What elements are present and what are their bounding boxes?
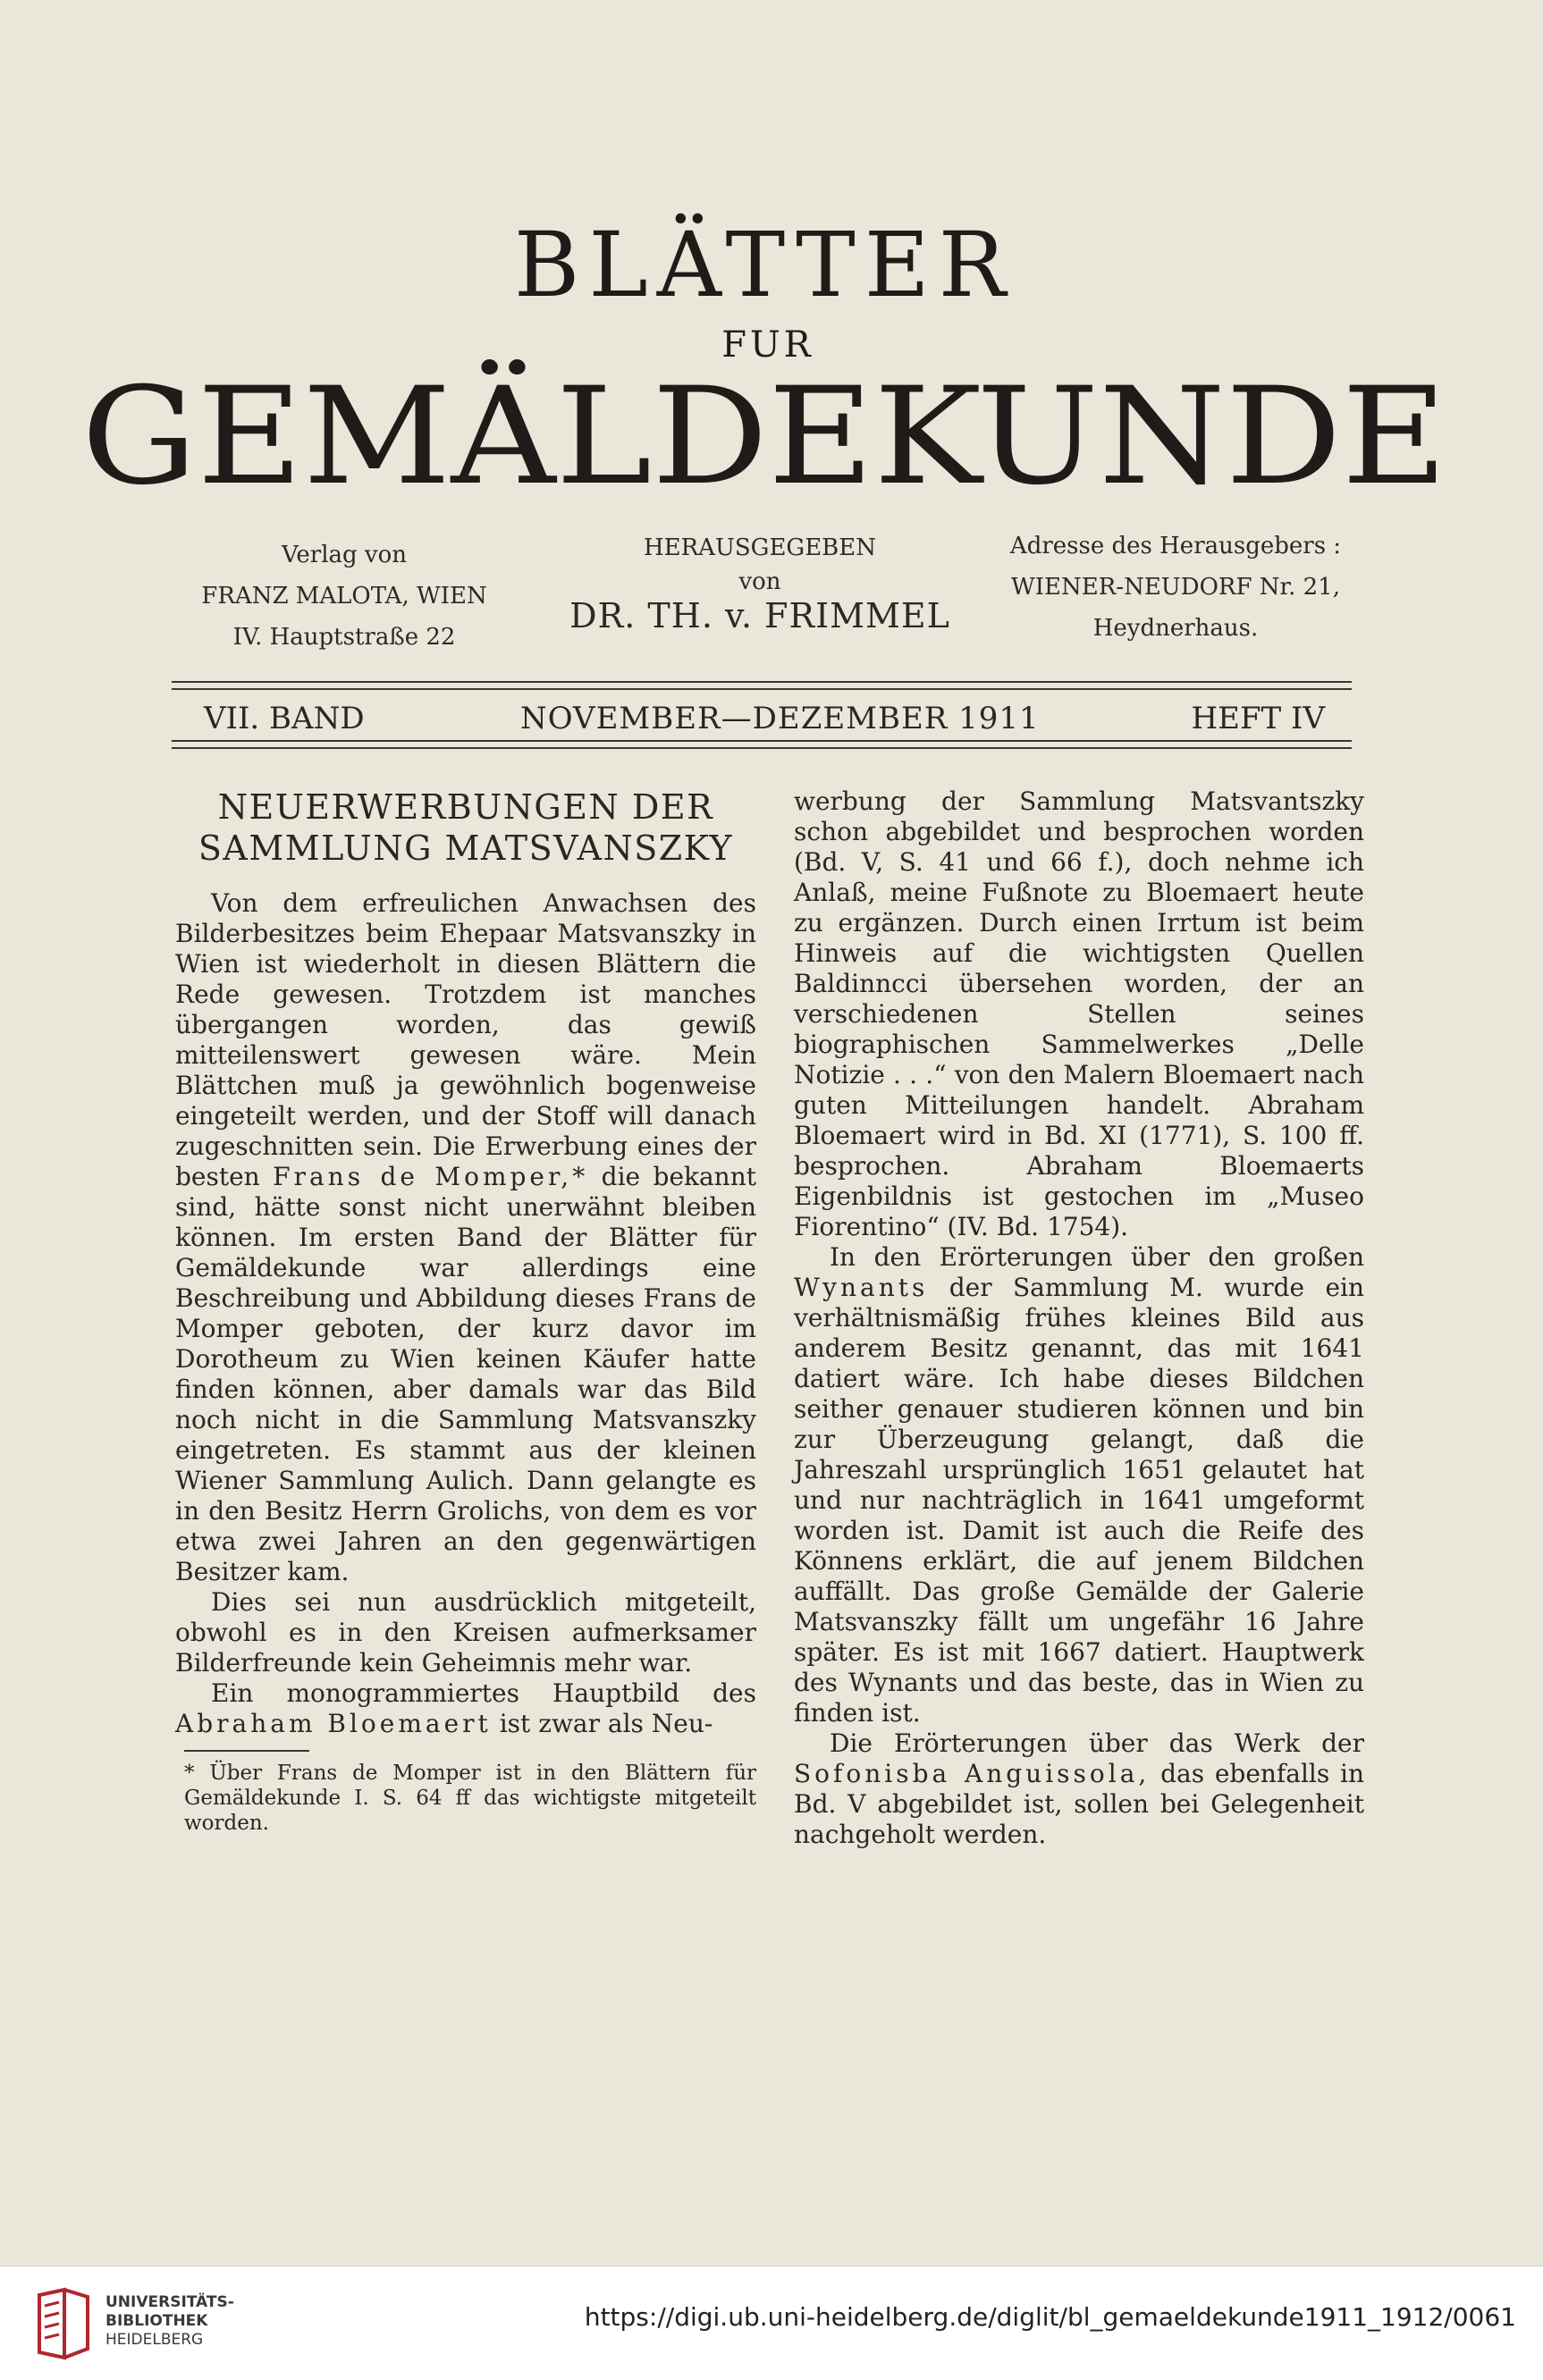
masthead-title-blaetter: BLÄTTER	[513, 213, 1016, 317]
paragraph-4	[794, 1242, 1364, 1728]
paragraph-3-text-a: Ein monogrammiertes Hauptbild des	[211, 1678, 756, 1708]
issue-date: NOVEMBER—DEZEMBER 1911	[520, 701, 1040, 736]
rule-top-1	[172, 681, 1352, 683]
paragraph-1	[175, 888, 756, 1587]
paragraph-1-text-a: Von dem erfreulichen Anwachsen des Bilderbesitzes beim Ehepaar Matsvanszky in Wien ist wiederholt in diesen Blättern die Rede gewesen. Trotzdem ist manches übergangen worden, das gewiß mitteilenswert gewesen wäre. Mein Blättchen muß ja gewöhnlich bogenweise eingeteilt werden, und der Stoff will danach zugeschnitten sein. Die Erwerbung eines der besten	[175, 888, 756, 1191]
name-abraham-bloemaert: Abraham Bloemaert	[175, 1709, 492, 1738]
rule-top-2	[172, 688, 1352, 690]
permalink-url[interactable]: https://digi.ub.uni-heidelberg.de/diglit/bl_gemaeldekunde1911_1912/0061	[584, 2302, 1516, 2332]
address-house: Heydnerhaus.	[1092, 615, 1259, 642]
footnote: * Über Frans de Momper ist in den Blättern für Gemäldekunde I. S. 64 ff das wichtigste mitgeteilt worden.	[184, 1762, 756, 1835]
library-name	[105, 2293, 234, 2350]
name-frans-de-momper: Frans de Momper,*	[273, 1162, 589, 1191]
paragraph-5-text-b: das ebenfalls in Bd. V abgebildet ist, sollen bei Gelegenheit nachgeholt werden.	[794, 1759, 1364, 1849]
address-label: Adresse des Herausgebers :	[1009, 533, 1342, 559]
paragraph-1-text-b: die bekannt sind, hätte sonst nicht unerwähnt bleiben können. Im ersten Band der Blätter für Gemäldekunde war allerdings eine Beschreibung und Abbildung dieses Frans de Momper geboten, der kurz davor im Dorotheum zu Wien keinen Käufer hatte finden können, aber damals war das Bild noch nicht in die Sammlung Matsvanszky eingetreten. Es stammt aus der kleinen Wiener Sammlung Aulich. Dann gelangte es in den Besitz Herrn Grolichs, von dem es vor etwa zwei Jahren an den gegenwärtigen Besitzer kam.	[175, 1162, 756, 1586]
paragraph-2: Dies sei nun ausdrücklich mitgeteilt, obwohl es in den Kreisen aufmerksamer Bilderfreunde kein Geheimnis mehr war.	[175, 1587, 756, 1678]
editor-line: HERAUSGEGEBEN	[643, 534, 877, 561]
masthead-title-fur: FUR	[721, 324, 814, 366]
library-line-3: HEIDELBERG	[105, 2331, 204, 2349]
editor-name: DR. TH. v. FRIMMEL	[569, 596, 950, 635]
name-wynants: Wynants	[794, 1273, 929, 1302]
volume-label: VII. BAND	[204, 701, 365, 736]
paragraph-5-text-a: Die Erörterungen über das Werk der	[830, 1728, 1364, 1758]
paragraph-4-text-a: In den Erörterungen über den großen	[830, 1242, 1364, 1272]
paragraph-3	[175, 1678, 756, 1739]
publisher-name: FRANZ MALOTA, WIEN	[201, 583, 487, 610]
library-line-2: BIBLIOTHEK	[105, 2312, 208, 2330]
editor-block	[536, 527, 983, 636]
publisher-address: IV. Hauptstraße 22	[232, 624, 456, 651]
text-column-right	[794, 786, 1364, 1850]
issue-band	[172, 697, 1352, 742]
paragraph-5	[794, 1728, 1364, 1850]
footnote-rule	[184, 1750, 309, 1752]
rule-bottom-1	[172, 740, 1352, 742]
rule-bottom-2	[172, 747, 1352, 749]
paragraph-3-continued: werbung der Sammlung Matsvantszky schon abgebildet und besprochen worden (Bd. V, S. 41 und 66 f.), doch nehme ich Anlaß, meine Fußnote zu Bloemaert heute zu ergänzen. Durch einen Irrtum ist beim Hinweis auf die wichtigsten Quellen Baldinncci übersehen worden, der an verschiedenen Stellen seines biographischen Sammelwerkes „Delle Notizie . . .“ von den Malern Bloemaert nach guten Mitteilungen handelt. Abraham Bloemaert wird in Bd. XI (1771), S. 100 ff. besprochen. Abraham Bloemaerts Eigenbildnis ist gestochen im „Museo Fiorentino“ (IV. Bd. 1754).	[794, 786, 1364, 1241]
publisher-line: Verlag von	[281, 542, 408, 568]
viewer-footer	[0, 2266, 1543, 2380]
library-line-1: UNIVERSITÄTS-	[105, 2293, 234, 2311]
issue-number: HEFT IV	[1191, 701, 1325, 736]
library-logo-icon	[32, 2286, 95, 2361]
editor-von: von	[738, 568, 781, 595]
name-sofonisba-anguissola: Sofonisba Anguissola,	[794, 1759, 1151, 1788]
paragraph-4-text-b: der Sammlung M. wurde ein verhältnismäßig frühes kleines Bild aus anderem Besitz genannt, das mit 1641 datiert wäre. Ich habe dieses Bildchen seither genauer studieren können und bin zur Überzeugung gelangt, daß die Jahreszahl ursprünglich 1651 gelautet hat und nur nachträglich in 1641 umgeformt worden ist. Damit ist auch die Reife des Könnens erklärt, die auf jenem Bildchen auffällt. Das große Gemälde der Galerie Matsvanszky fällt um ungefähr 16 Jahre später. Es ist mit 1667 datiert. Hauptwerk des Wynants und das beste, das in Wien zu finden ist.	[794, 1273, 1364, 1728]
masthead-title-gemaeldekunde: GEMÄLDEKUNDE	[81, 359, 1447, 515]
text-column-left	[175, 786, 756, 1836]
publisher-block	[156, 534, 532, 658]
paragraph-3-text-b: ist zwar als Neu-	[499, 1709, 713, 1738]
address-block	[979, 526, 1372, 649]
address-street: WIENER-NEUDORF Nr. 21,	[1011, 574, 1340, 601]
article-title: NEUERWERBUNGEN DER SAMMLUNG MATSVANSZKY	[198, 787, 734, 868]
